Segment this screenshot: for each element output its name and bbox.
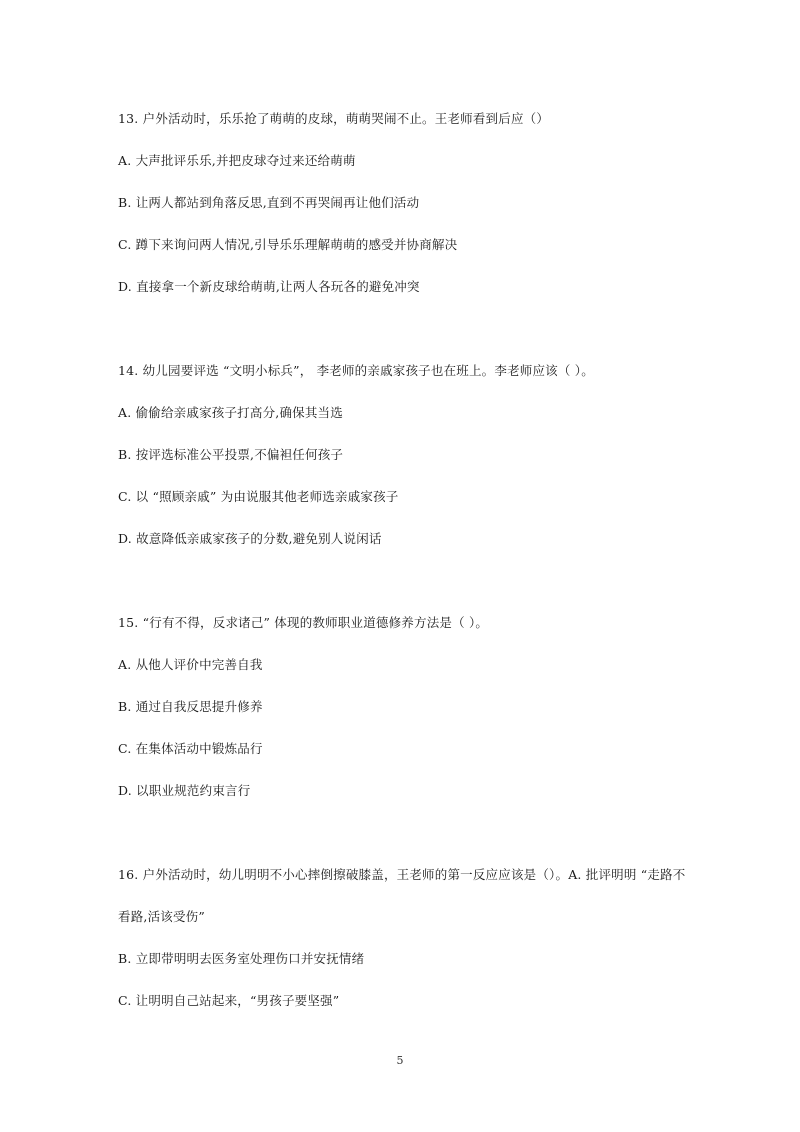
question-16-option-b: B. 立即带明明去医务室处理伤口并安抚情绪 — [118, 951, 365, 966]
question-15-option-a: A. 从他人评价中完善自我 — [118, 657, 263, 672]
question-16-stem-line1: 16. 户外活动时，幼儿明明不小心摔倒擦破膝盖，王老师的第一反应应该是（）。A. 批评明明 “走路不 — [118, 867, 686, 882]
question-14-option-c: C. 以 “照顾亲戚” 为由说服其他老师选亲戚家孩子 — [118, 489, 399, 504]
question-15-option-c: C. 在集体活动中锻炼品行 — [118, 741, 263, 756]
question-14-option-a: A. 偷偷给亲戚家孩子打高分,确保其当选 — [118, 405, 343, 420]
question-16-option-c: C. 让明明自己站起来，“男孩子要坚强” — [118, 993, 340, 1008]
question-15-stem: 15. “行有不得，反求诸己” 体现的教师职业道德修养方法是（ ）。 — [118, 615, 489, 630]
question-13-option-a: A. 大声批评乐乐,并把皮球夺过来还给萌萌 — [118, 153, 356, 168]
question-13-option-b: B. 让两人都站到角落反思,直到不再哭闹再让他们活动 — [118, 195, 420, 210]
question-14-stem: 14. 幼儿园要评选 “文明小标兵”， 李老师的亲戚家孩子也在班上。李老师应该（ ）。 — [118, 363, 594, 378]
question-14-option-d: D. 故意降低亲戚家孩子的分数,避免别人说闲话 — [118, 531, 382, 546]
question-16-stem-line2: 看路,活该受伤” — [118, 909, 205, 924]
question-13-option-d: D. 直接拿一个新皮球给萌萌,让两人各玩各的避免冲突 — [118, 279, 420, 294]
page-number: 5 — [396, 1054, 404, 1067]
question-15-option-d: D. 以职业规范约束言行 — [118, 783, 251, 798]
question-14-option-b: B. 按评选标准公平投票,不偏袒任何孩子 — [118, 447, 344, 462]
question-13-option-c: C. 蹲下来询问两人情况,引导乐乐理解萌萌的感受并协商解决 — [118, 237, 458, 252]
question-15-option-b: B. 通过自我反思提升修养 — [118, 699, 263, 714]
question-13-stem: 13. 户外活动时，乐乐抢了萌萌的皮球，萌萌哭闹不止。王老师看到后应（） — [118, 111, 550, 126]
